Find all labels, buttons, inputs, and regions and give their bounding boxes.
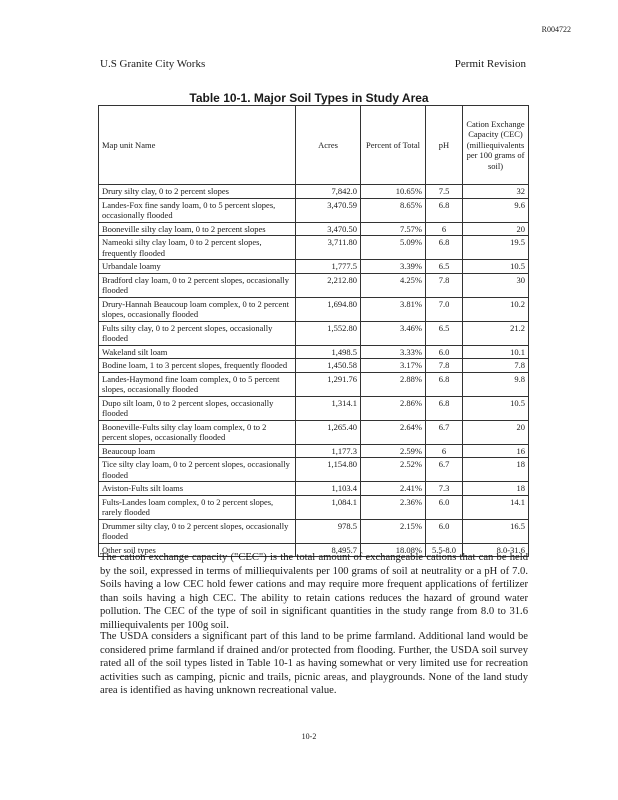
cell-percent: 2.52% bbox=[361, 458, 426, 482]
cell-percent: 3.81% bbox=[361, 297, 426, 321]
soil-types-table bbox=[98, 105, 529, 557]
cell-acres: 2,212.80 bbox=[296, 273, 361, 297]
cell-map-unit: Drummer silty clay, 0 to 2 percent slopes, occasionally flooded bbox=[99, 519, 296, 543]
cell-map-unit: Drury-Hannah Beaucoup loam complex, 0 to 2 percent slopes, occasionally flooded bbox=[99, 297, 296, 321]
cell-cec: 20 bbox=[463, 222, 529, 236]
column-header-acres: Acres bbox=[296, 106, 361, 185]
cell-percent: 3.17% bbox=[361, 359, 426, 373]
table-title: Table 10-1. Major Soil Types in Study Area bbox=[189, 91, 429, 105]
cell-ph: 6.8 bbox=[426, 396, 463, 420]
cell-percent: 8.65% bbox=[361, 198, 426, 222]
header-right: Permit Revision bbox=[454, 58, 526, 70]
cell-map-unit: Tice silty clay loam, 0 to 2 percent slopes, occasionally flooded bbox=[99, 458, 296, 482]
cell-acres: 1,777.5 bbox=[296, 260, 361, 274]
cell-map-unit: Bodine loam, 1 to 3 percent slopes, frequently flooded bbox=[99, 359, 296, 373]
cell-cec: 8.0-31.6 bbox=[463, 543, 529, 557]
cell-cec: 7.8 bbox=[463, 359, 529, 373]
cell-cec: 14.1 bbox=[463, 495, 529, 519]
header-left: U.S Granite City Works bbox=[100, 58, 206, 70]
column-header-cec: Cation Exchange Capacity (CEC) (milliequivalents per 100 grams of soil) bbox=[463, 106, 529, 185]
cell-ph: 7.3 bbox=[426, 482, 463, 496]
cell-map-unit: Other soil types bbox=[99, 543, 296, 557]
cell-cec: 19.5 bbox=[463, 236, 529, 260]
table-row bbox=[99, 273, 529, 297]
cell-ph: 6.5 bbox=[426, 321, 463, 345]
cell-cec: 10.5 bbox=[463, 396, 529, 420]
table-row bbox=[99, 495, 529, 519]
table-row bbox=[99, 345, 529, 359]
cell-map-unit: Landes-Fox fine sandy loam, 0 to 5 percent slopes, occasionally flooded bbox=[99, 198, 296, 222]
cell-map-unit: Nameoki silty clay loam, 0 to 2 percent slopes, frequently flooded bbox=[99, 236, 296, 260]
cell-ph: 7.5 bbox=[426, 185, 463, 199]
cell-ph: 5.5-8.0 bbox=[426, 543, 463, 557]
cell-percent: 2.86% bbox=[361, 396, 426, 420]
table-row bbox=[99, 372, 529, 396]
cell-ph: 6 bbox=[426, 444, 463, 458]
cell-percent: 2.59% bbox=[361, 444, 426, 458]
cell-acres: 1,498.5 bbox=[296, 345, 361, 359]
cell-cec: 10.1 bbox=[463, 345, 529, 359]
table-row bbox=[99, 236, 529, 260]
cell-ph: 6.7 bbox=[426, 420, 463, 444]
cell-cec: 21.2 bbox=[463, 321, 529, 345]
cell-acres: 3,470.50 bbox=[296, 222, 361, 236]
cell-ph: 6.8 bbox=[426, 372, 463, 396]
table-row bbox=[99, 519, 529, 543]
cell-percent: 2.88% bbox=[361, 372, 426, 396]
cell-percent: 5.09% bbox=[361, 236, 426, 260]
cell-cec: 16 bbox=[463, 444, 529, 458]
cell-acres: 3,711.80 bbox=[296, 236, 361, 260]
cell-percent: 2.41% bbox=[361, 482, 426, 496]
column-header-map-unit: Map unit Name bbox=[99, 106, 296, 185]
cell-cec: 18 bbox=[463, 458, 529, 482]
table-row bbox=[99, 321, 529, 345]
cell-acres: 1,084.1 bbox=[296, 495, 361, 519]
cell-acres: 1,177.3 bbox=[296, 444, 361, 458]
cell-map-unit: Urbandale loamy bbox=[99, 260, 296, 274]
cell-acres: 3,470.59 bbox=[296, 198, 361, 222]
cell-acres: 7,842.0 bbox=[296, 185, 361, 199]
cell-acres: 8,495.7 bbox=[296, 543, 361, 557]
cell-map-unit: Booneville silty clay loam, 0 to 2 percent slopes bbox=[99, 222, 296, 236]
table-row bbox=[99, 260, 529, 274]
cell-cec: 20 bbox=[463, 420, 529, 444]
cell-percent: 3.39% bbox=[361, 260, 426, 274]
cell-percent: 3.46% bbox=[361, 321, 426, 345]
cell-map-unit: Beaucoup loam bbox=[99, 444, 296, 458]
cell-cec: 9.6 bbox=[463, 198, 529, 222]
cell-acres: 1,154.80 bbox=[296, 458, 361, 482]
table-row bbox=[99, 482, 529, 496]
cell-percent: 10.65% bbox=[361, 185, 426, 199]
cell-ph: 6.0 bbox=[426, 345, 463, 359]
cell-ph: 6.0 bbox=[426, 519, 463, 543]
cell-map-unit: Bradford clay loam, 0 to 2 percent slopes, occasionally flooded bbox=[99, 273, 296, 297]
cell-ph: 6.8 bbox=[426, 236, 463, 260]
cell-map-unit: Dupo silt loam, 0 to 2 percent slopes, occasionally flooded bbox=[99, 396, 296, 420]
cell-percent: 4.25% bbox=[361, 273, 426, 297]
table-row bbox=[99, 198, 529, 222]
cell-map-unit: Aviston-Fults silt loams bbox=[99, 482, 296, 496]
column-header-percent: Percent of Total bbox=[361, 106, 426, 185]
cell-cec: 32 bbox=[463, 185, 529, 199]
cell-acres: 1,552.80 bbox=[296, 321, 361, 345]
cell-map-unit: Fults-Landes loam complex, 0 to 2 percent slopes, rarely flooded bbox=[99, 495, 296, 519]
cell-map-unit: Wakeland silt loam bbox=[99, 345, 296, 359]
cell-cec: 10.2 bbox=[463, 297, 529, 321]
paragraph-cec: The cation exchange capacity ("CEC") is the total amount of exchangeable cations that can be held by the soil, expressed in terms of milliequivalents per 100 grams of soil at neutrality or a pH of 7.0. Soils having a low CEC hold fewer cations and may require more frequent applications of fertilizer than soils having a high CEC. The ability to retain cations reduces the hazard of ground water pollution. The CEC of the type of soil in significant quantities in the study range from 8.0 to 31.6 milliequivalents per 100g soil. bbox=[100, 552, 528, 631]
cell-percent: 2.36% bbox=[361, 495, 426, 519]
table-row bbox=[99, 359, 529, 373]
cell-ph: 6.8 bbox=[426, 198, 463, 222]
table-row bbox=[99, 297, 529, 321]
cell-percent: 2.15% bbox=[361, 519, 426, 543]
cell-percent: 3.33% bbox=[361, 345, 426, 359]
table-header-row bbox=[99, 106, 529, 185]
cell-acres: 1,314.1 bbox=[296, 396, 361, 420]
cell-acres: 1,103.4 bbox=[296, 482, 361, 496]
cell-percent: 7.57% bbox=[361, 222, 426, 236]
cell-acres: 978.5 bbox=[296, 519, 361, 543]
table-row bbox=[99, 444, 529, 458]
cell-ph: 7.8 bbox=[426, 273, 463, 297]
table-row bbox=[99, 222, 529, 236]
cell-ph: 6.7 bbox=[426, 458, 463, 482]
cell-ph: 7.8 bbox=[426, 359, 463, 373]
cell-percent: 2.64% bbox=[361, 420, 426, 444]
cell-ph: 7.0 bbox=[426, 297, 463, 321]
document-number: R004722 bbox=[541, 25, 571, 34]
table-row bbox=[99, 185, 529, 199]
cell-map-unit: Fults silty clay, 0 to 2 percent slopes, occasionally flooded bbox=[99, 321, 296, 345]
cell-cec: 16.5 bbox=[463, 519, 529, 543]
cell-ph: 6.0 bbox=[426, 495, 463, 519]
cell-map-unit: Booneville-Fults silty clay loam complex, 0 to 2 percent slopes, occasionally flooded bbox=[99, 420, 296, 444]
cell-ph: 6.5 bbox=[426, 260, 463, 274]
page-number: 10-2 bbox=[301, 732, 317, 741]
cell-cec: 30 bbox=[463, 273, 529, 297]
cell-percent: 18.08% bbox=[361, 543, 426, 557]
table-body bbox=[99, 185, 529, 557]
table-row bbox=[99, 420, 529, 444]
table-row bbox=[99, 458, 529, 482]
cell-acres: 1,694.80 bbox=[296, 297, 361, 321]
column-header-ph: pH bbox=[426, 106, 463, 185]
cell-map-unit: Drury silty clay, 0 to 2 percent slopes bbox=[99, 185, 296, 199]
paragraph-usda: The USDA considers a significant part of this land to be prime farmland. Additional land would be considered prime farmland if drained and/or protected from flooding. Further, the USDA soil survey rated all of the soil types listed in Table 10-1 as having somewhat or very limited use for recreation activities such as camping, picnic and trails, picnic areas, and playgrounds. None of the land study area is identified as having unknown recreational value. bbox=[100, 631, 528, 697]
cell-acres: 1,450.58 bbox=[296, 359, 361, 373]
cell-ph: 6 bbox=[426, 222, 463, 236]
cell-cec: 18 bbox=[463, 482, 529, 496]
cell-acres: 1,265.40 bbox=[296, 420, 361, 444]
cell-map-unit: Landes-Haymond fine loam complex, 0 to 5 percent slopes, occasionally flooded bbox=[99, 372, 296, 396]
table-row bbox=[99, 396, 529, 420]
cell-acres: 1,291.76 bbox=[296, 372, 361, 396]
cell-cec: 10.5 bbox=[463, 260, 529, 274]
cell-cec: 9.8 bbox=[463, 372, 529, 396]
